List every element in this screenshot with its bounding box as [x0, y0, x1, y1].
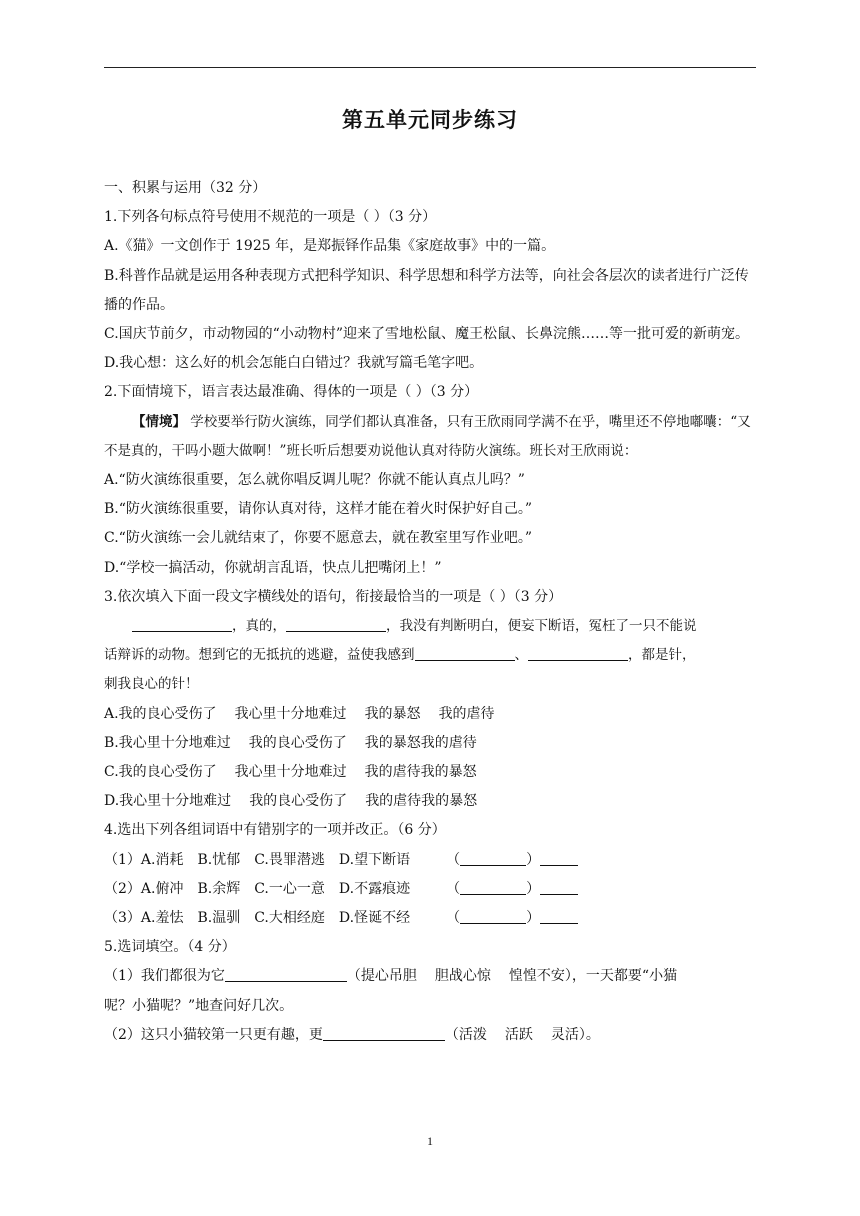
page-number: 1 — [427, 1134, 433, 1148]
fill-blank[interactable] — [323, 1026, 445, 1041]
situation-text: 学校要举行防火演练，同学们都认真准备，只有王欣雨同学满不在乎，嘴里还不停地嘟囔：“又不是真的，干吗小题大做啊！”班长听后想要劝说他认真对待防火演练。班长对王欣雨说： — [104, 413, 751, 459]
q1-option-a: A.《猫》一文创作于 1925 年，是郑振铎作品集《家庭故事》中的一篇。 — [104, 238, 556, 255]
q1-option-b: B.科普作品就是运用各种表现方式把科学知识、科学思想和科学方法等，向社会各层次的读者进行广泛传播的作品。 — [104, 267, 749, 313]
q3-passage-line-3: 刺我良心的针！ — [104, 676, 199, 693]
q2-stem: 2.下面情境下，语言表达最准确、得体的一项是（ ）（3 分） — [104, 384, 479, 401]
q4-row-2: （2）A.俯冲 B.余辉 C.一心一意 D.不露痕迹 （ ） — [104, 875, 756, 904]
q4-stem: 4.选出下列各组词语中有错别字的一项并改正。（6 分） — [104, 822, 446, 839]
q3-passage-line-2: 话辩诉的动物。想到它的无抵抗的逃避，益使我感到 、 ，都是针， — [104, 647, 696, 664]
correction-blank[interactable] — [540, 880, 578, 895]
q2-option-a: A.“防火演练很重要，怎么就你唱反调儿呢？你就不能认真点儿吗？” — [104, 472, 525, 489]
fill-blank[interactable] — [415, 646, 515, 661]
q3-option-b: B.我心里十分地难过 我的良心受伤了 我的暴怒我的虐待 — [104, 734, 477, 751]
correction-blank[interactable] — [540, 909, 578, 924]
correction-blank[interactable] — [540, 851, 578, 866]
q3-option-d: D.我心里十分地难过 我的良心受伤了 我的虐待我的暴怒 — [104, 793, 478, 810]
q3-option-a: A.我的良心受伤了 我心里十分地难过 我的暴怒 我的虐待 — [104, 705, 495, 722]
section-heading: 一、积累与运用（32 分） — [104, 180, 267, 196]
q3-option-c: C.我的良心受伤了 我心里十分地难过 我的虐待我的暴怒 — [104, 764, 477, 781]
q4-row-1: （1）A.消耗 B.忧郁 C.畏罪潜逃 D.望下断语 （ ） — [104, 846, 756, 875]
q1-stem: 1.下列各句标点符号使用不规范的一项是（ ）（3 分） — [104, 209, 437, 226]
page-title: 第五单元同步练习 — [342, 108, 518, 132]
q1-option-d: D.我心想：这么好的机会怎能白白错过？我就写篇毛笔字吧。 — [104, 355, 484, 372]
q3-passage-line-1: ，真的， ，我没有判断明白，便妄下断语，冤枉了一只不能说 — [104, 612, 756, 641]
q2-option-c: C.“防火演练一会儿就结束了，你要不愿意去，就在教室里写作业吧。” — [104, 530, 532, 547]
exercise-body — [104, 174, 756, 1050]
q3-stem: 3.依次填入下面一段文字横线处的语句，衔接最恰当的一项是（ ）（3 分） — [104, 588, 563, 605]
fill-blank[interactable] — [225, 967, 347, 982]
q2-option-d: D.“学校一搞活动，你就胡言乱语，快点儿把嘴闭上！” — [104, 559, 442, 576]
q5-item-1: （1）我们都很为它 （提心吊胆 胆战心惊 惶惶不安），一天都要“小猫 — [104, 968, 678, 985]
q5-item-1-cont: 呢？小猫呢？”地查问好几次。 — [104, 997, 294, 1014]
situation-label: 【情境】 — [132, 413, 186, 430]
answer-blank[interactable] — [460, 880, 526, 895]
answer-blank[interactable] — [460, 909, 526, 924]
q5-stem: 5.选词填空。（4 分） — [104, 939, 236, 956]
header-rule — [104, 67, 756, 68]
q5-item-2: （2）这只小猫较第一只更有趣，更 （活泼 活跃 灵活）。 — [104, 1026, 600, 1043]
fill-blank[interactable] — [132, 617, 232, 632]
q2-situation — [104, 408, 756, 466]
fill-blank[interactable] — [286, 617, 386, 632]
q1-option-c: C.国庆节前夕，市动物园的“小动物村”迎来了雪地松鼠、魔王松鼠、长鼻浣熊……等一批可爱的新萌宠。 — [104, 326, 749, 343]
fill-blank[interactable] — [528, 646, 628, 661]
answer-blank[interactable] — [460, 851, 526, 866]
q4-row-3: （3）A.羞怯 B.温驯 C.大相经庭 D.怪诞不经 （ ） — [104, 904, 756, 933]
q2-option-b: B.“防火演练很重要，请你认真对待，这样才能在着火时保护好自己。” — [104, 501, 533, 518]
